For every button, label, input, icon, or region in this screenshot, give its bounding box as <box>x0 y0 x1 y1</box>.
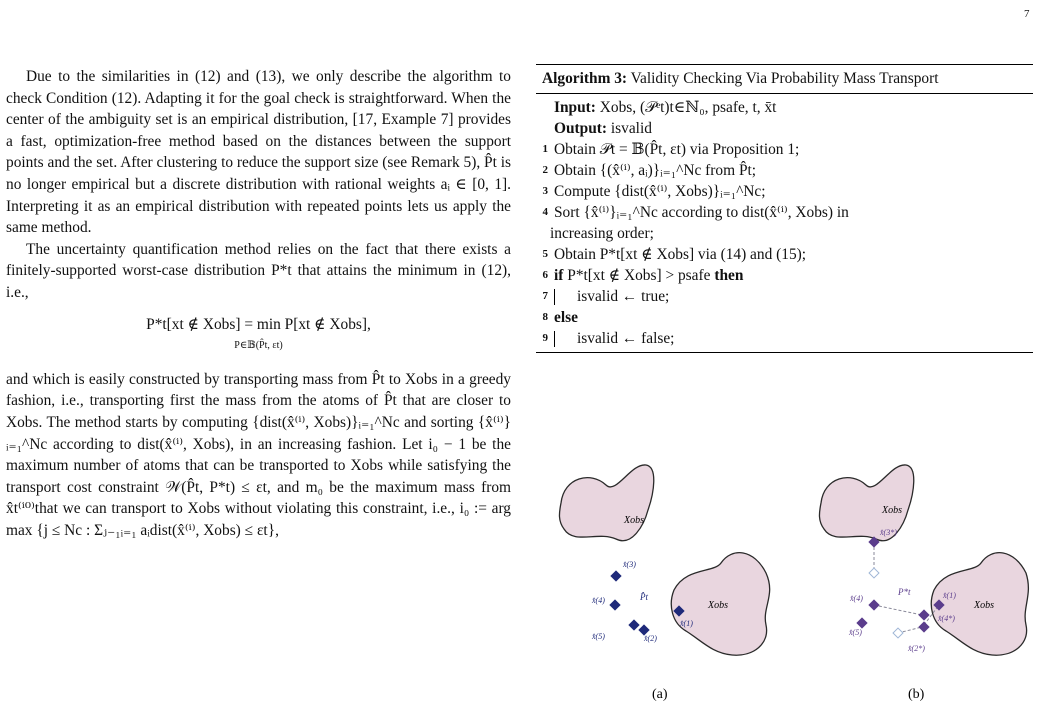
algorithm-line <box>536 202 1033 223</box>
line-number: 5 <box>542 248 548 260</box>
line-text: Obtain 𝒫t = 𝔹(P̂t, εt) via Proposition 1; <box>554 141 800 158</box>
data-point-marker <box>919 622 929 632</box>
line-9-text: isvalid ← false; <box>577 330 675 347</box>
caption-b: (b) <box>908 687 925 702</box>
data-point-label: x̂(5) <box>849 628 862 637</box>
algorithm-line <box>536 160 1033 181</box>
output-value: isvalid <box>610 120 652 137</box>
data-point-label: x̂(4) <box>592 596 605 605</box>
data-point-label: x̂(3*) <box>880 528 897 537</box>
data-point-label: x̂(2*) <box>908 644 925 653</box>
data-point-marker <box>857 618 867 628</box>
algorithm-body <box>536 94 1033 352</box>
obs-label-top-a: Xobs <box>624 515 644 526</box>
algorithm-output <box>536 118 1033 139</box>
algorithm-label: Algorithm 3: <box>542 70 628 87</box>
data-point-marker <box>919 610 929 620</box>
algorithm-line-6 <box>536 265 1033 286</box>
figure-mass-transport <box>536 455 1033 705</box>
output-label: Output: <box>554 120 608 137</box>
line-number: 8 <box>542 311 548 323</box>
algorithm-title-text: Validity Checking Via Probability Mass Transport <box>630 70 939 87</box>
page-number: 7 <box>1024 8 1030 20</box>
obstacle-top-a <box>559 465 653 541</box>
algorithm-line <box>536 223 1033 244</box>
caption-a: (a) <box>652 687 668 702</box>
line-text: increasing order; <box>550 225 654 242</box>
algorithm-box <box>536 64 1033 353</box>
line-number: 4 <box>542 206 548 218</box>
transport-line <box>874 605 922 615</box>
data-point-marker <box>869 600 879 610</box>
pt-label-a: P̂t <box>640 592 648 602</box>
paragraph-1: Due to the similarities in (12) and (13), we only describe the algorithm to check Condition (12). Adapting it for the goal check is straightforward. When the center of the ambiguity set is an empirical distribution, [17, Example 7] provides a fast, optimization-free method based on the distances between the support points and the set. After clustering to reduce the support size (see Remark 5), P̂t is no longer empirical but a discrete distribution with rational weights aᵢ ∈ [0, 1]. Interpreting it as an empirical distribution with repeated points lets us apply the same method. <box>6 68 511 237</box>
algorithm-line <box>536 139 1033 160</box>
data-point-marker <box>611 571 621 581</box>
data-point-marker <box>610 600 620 610</box>
algorithm-line <box>536 181 1033 202</box>
line-number: 6 <box>542 269 548 281</box>
data-point-marker <box>629 620 639 630</box>
pt-label-b: P*t <box>898 587 911 597</box>
data-point-label: x̂(1) <box>943 591 956 600</box>
line-number: 2 <box>542 164 548 176</box>
block-indent-bar <box>554 289 571 305</box>
moved-point-marker <box>869 568 879 578</box>
data-point-label: x̂(1) <box>680 619 693 628</box>
algorithm-bottom-rule <box>536 352 1033 353</box>
left-column <box>6 66 511 541</box>
data-point-label: x̂(5) <box>592 632 605 641</box>
obs-label-right-b: Xobs <box>974 600 994 611</box>
block-indent-bar <box>554 331 571 347</box>
paragraph-3: and which is easily constructed by transporting mass from P̂t to Xobs in a greedy fashion, i.e., transporting first the mass from the atoms of P̂t that are closer to Xobs. The method starts by computing {dist(x̂⁽ⁱ⁾, Xobs)}ᵢ₌₁^Nc and sorting {x̂⁽ⁱ⁾}ᵢ₌₁^Nc according to dist(x̂⁽ⁱ⁾, Xobs), in an increasing fashion. Let i₀ − 1 be the maximum number of atoms that can be transported to Xobs while satisfying the transport cost constraint 𝒲(P̂t, P*t) ≤ εt, and m₀ be the maximum mass from x̂t⁽ⁱ⁰⁾that we can transport to Xobs without violating this constraint, i.e., i₀ := arg max {j ≤ Nc : Σⱼ₋₁ᵢ₌₁ aᵢdist(x̂⁽ⁱ⁾, Xobs) ≤ εt}, <box>6 370 511 539</box>
equation-subscript: P∈𝔹(P̂t, εt) <box>234 340 283 352</box>
line-text: Obtain {(x̂⁽ⁱ⁾, aᵢ)}ᵢ₌₁^Nc from P̂t; <box>554 162 757 179</box>
equation-main: P*t[xt ∉ Xobs] = min P[xt ∉ Xobs], <box>146 315 371 333</box>
line-text: Compute {dist(x̂⁽ⁱ⁾, Xobs)}ᵢ₌₁^Nc; <box>554 183 766 200</box>
if-keyword: if <box>554 267 564 284</box>
panel-a <box>559 465 769 702</box>
algorithm-steps <box>536 139 1033 265</box>
line-text: Sort {x̂⁽ⁱ⁾}ᵢ₌₁^Nc according to dist(x̂⁽ⁱ⁾, Xobs) in <box>554 204 849 221</box>
line-text: Obtain P*t[xt ∉ Xobs] via (14) and (15); <box>554 246 807 263</box>
obs-label-right-a: Xobs <box>708 600 728 611</box>
algorithm-line-8 <box>536 307 1033 328</box>
obs-label-top-b: Xobs <box>882 505 902 516</box>
line-number: 7 <box>542 290 548 302</box>
data-point-label: x̂(3) <box>623 560 636 569</box>
algorithm-line <box>536 244 1033 265</box>
algorithm-input <box>536 97 1033 118</box>
moved-point-marker <box>893 628 903 638</box>
line-number: 1 <box>542 143 548 155</box>
algorithm-title <box>536 65 1033 93</box>
input-value: Xobs, (𝒫ᵉt)t∈ℕ₀, psafe, t, x̄t <box>599 99 777 116</box>
panel-b <box>819 465 1028 702</box>
line-number: 9 <box>542 332 548 344</box>
equation-min <box>6 314 511 357</box>
obstacle-top-b <box>819 465 913 541</box>
then-keyword: then <box>714 267 744 284</box>
input-label: Input: <box>554 99 596 116</box>
line-number: 3 <box>542 185 548 197</box>
else-keyword: else <box>554 309 578 326</box>
algorithm-line-7 <box>536 286 1033 307</box>
data-point-label: x̂(4*) <box>938 614 955 623</box>
line-7-text: isvalid ← true; <box>577 288 670 305</box>
data-point-label: x̂(2) <box>644 634 657 643</box>
algorithm-line-9 <box>536 328 1033 349</box>
figure-svg <box>536 455 1033 705</box>
paragraph-2: The uncertainty quantification method relies on the fact that there exists a finitely-supported worst-case distribution P*t that attains the minimum in (12), i.e., <box>6 240 511 301</box>
if-condition: P*t[xt ∉ Xobs] > psafe <box>567 267 711 284</box>
data-point-label: x̂(4) <box>850 594 863 603</box>
